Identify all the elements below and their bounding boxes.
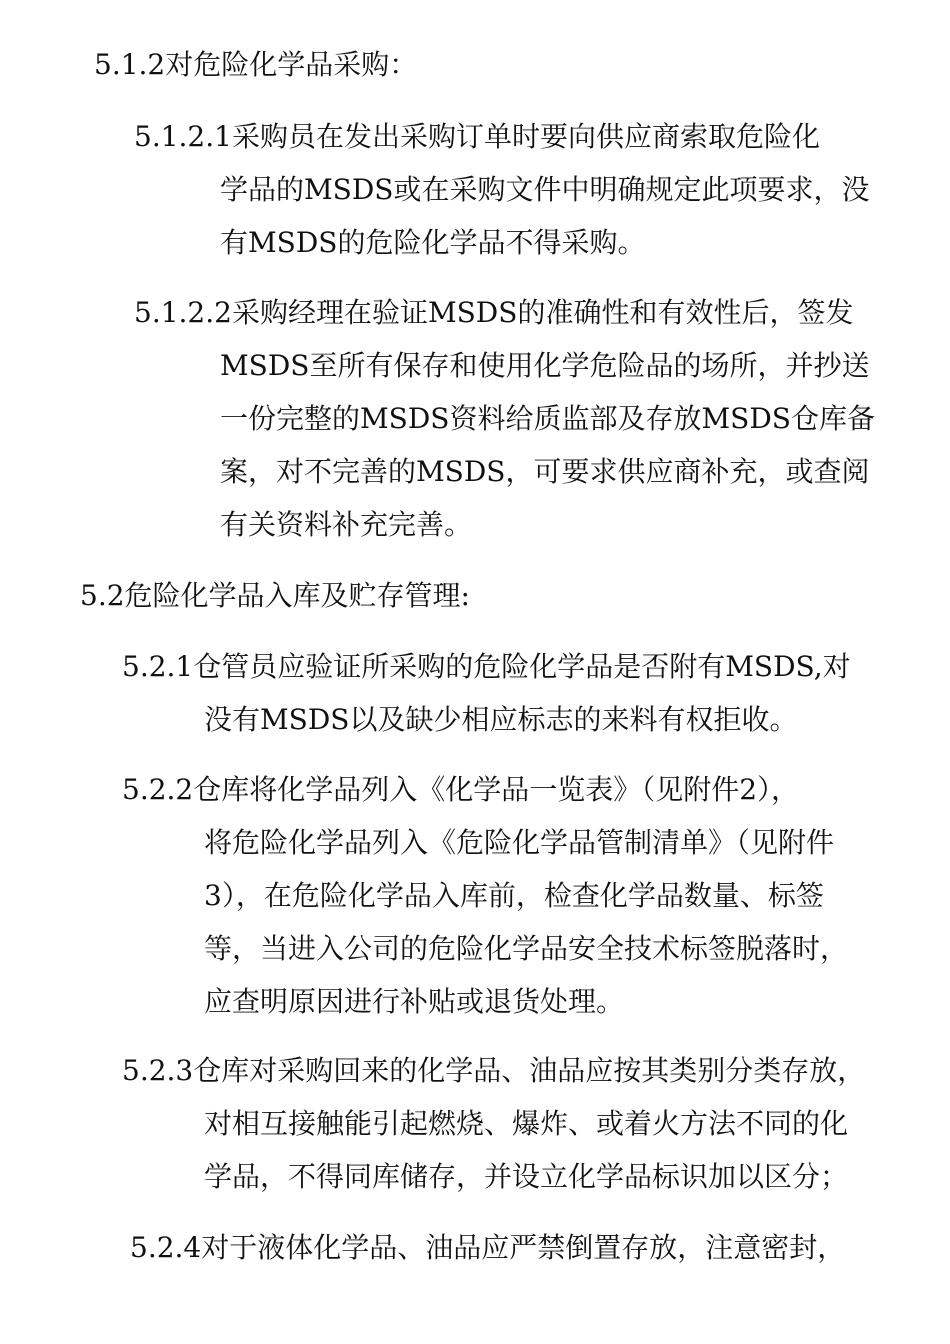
paragraph-5-1-2-1-line: 有MSDS的危险化学品不得采购。 [220, 226, 646, 259]
paragraph-5-2-2-line: 等，当进入公司的危险化学品安全技术标签脱落时， [204, 932, 849, 965]
paragraph-5-1-2-2-line: 有关资料补充完善。 [220, 508, 473, 541]
paragraph-5-1-2-1-line: 学品的MSDS或在采购文件中明确规定此项要求，没 [220, 173, 870, 206]
paragraph-5-2-2-line: 应查明原因进行补贴或退货处理。 [204, 985, 625, 1018]
paragraph-5-2-2-line: 5.2.2仓库将化学品列入《化学品一览表》（见附件2）， [122, 773, 800, 806]
paragraph-5-2-4-line: 5.2.4对于液体化学品、油品应严禁倒置存放，注意密封， [130, 1231, 846, 1264]
section-heading-5-1-2: 5.1.2对危险化学品采购： [94, 48, 418, 81]
section-heading-5-2: 5.2危险化学品入库及贮存管理: [80, 579, 470, 612]
paragraph-5-1-2-2-line: 一份完整的MSDS资料给质监部及存放MSDS仓库备 [220, 402, 875, 435]
paragraph-5-2-2-line: 将危险化学品列入《危险化学品管制清单》（见附件 [204, 826, 835, 859]
paragraph-5-2-3-line: 对相互接触能引起燃烧、爆炸、或着火方法不同的化 [204, 1107, 849, 1140]
paragraph-5-1-2-1-line: 5.1.2.1采购员在发出采购订单时要向供应商索取危险化 [134, 120, 820, 153]
paragraph-5-2-1-line: 没有MSDS以及缺少相应标志的来料有权拒收。 [204, 703, 798, 736]
paragraph-5-1-2-2-line: 案，对不完善的MSDS，可要求供应商补充，或查阅 [220, 455, 870, 488]
paragraph-5-2-3-line: 学品，不得同库储存，并设立化学品标识加以区分； [204, 1160, 849, 1193]
paragraph-5-2-1-line: 5.2.1仓管员应验证所采购的危险化学品是否附有MSDS,对 [122, 650, 851, 683]
paragraph-5-2-2-line: 3），在危险化学品入库前，检查化学品数量、标签 [204, 879, 824, 912]
paragraph-5-1-2-2-line: MSDS至所有保存和使用化学危险品的场所，并抄送 [220, 349, 870, 382]
paragraph-5-1-2-2-line: 5.1.2.2采购经理在验证MSDS的准确性和有效性后，签发 [134, 296, 854, 329]
paragraph-5-2-3-line: 5.2.3仓库对采购回来的化学品、油品应按其类别分类存放， [122, 1054, 866, 1087]
